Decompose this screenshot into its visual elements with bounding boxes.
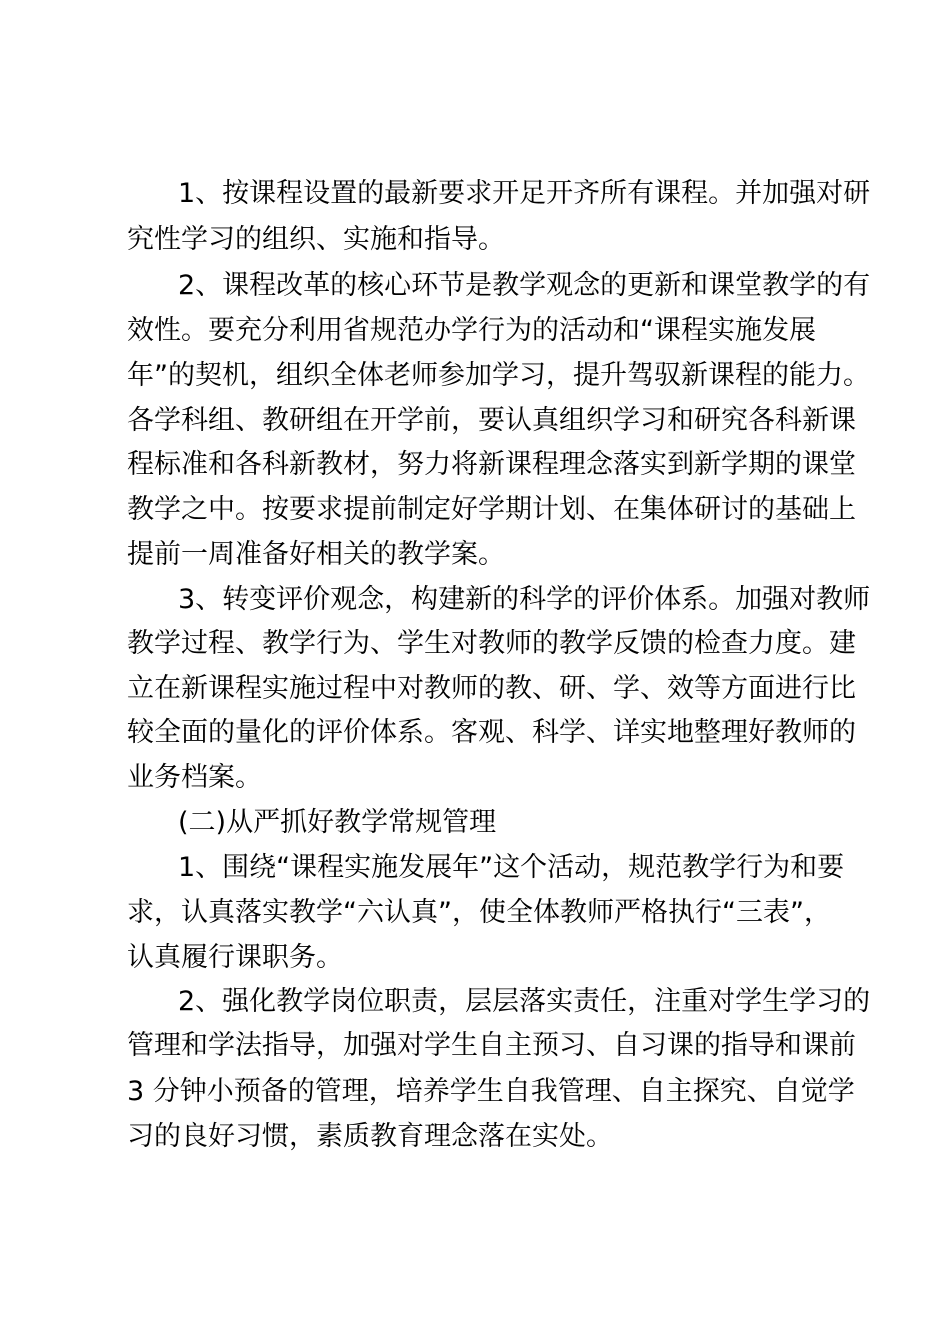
section-heading: (二)从严抓好教学常规管理 <box>178 807 497 838</box>
text-line: 立在新课程实施过程中对教师的教、研、学、效等方面进行比 <box>127 673 856 704</box>
text-line: 1、围绕“课程实施发展年”这个活动，规范教学行为和要 <box>178 852 845 883</box>
text-line: 管理和学法指导，加强对学生自主预习、自习课的指导和课前 <box>127 1030 856 1061</box>
text-line: 各学科组、教研组在开学前，要认真组织学习和研究各科新课 <box>127 405 856 436</box>
text-line: 1、按课程设置的最新要求开足开齐所有课程。并加强对研 <box>178 178 871 209</box>
text-line: 业务档案。 <box>127 762 262 793</box>
text-line: 教学之中。按要求提前制定好学期计划、在集体研讨的基础上 <box>127 494 856 525</box>
text-line: 3 分钟小预备的管理，培养学生自我管理、自主探究、自觉学 <box>127 1076 855 1107</box>
text-line: 教学过程、教学行为、学生对教师的教学反馈的检查力度。建 <box>127 628 856 659</box>
text-line: 习的良好习惯，素质教育理念落在实处。 <box>127 1121 613 1152</box>
text-line: 2、强化教学岗位职责，层层落实责任，注重对学生学习的 <box>178 986 871 1017</box>
text-line: 求，认真落实教学“六认真”，使全体教师严格执行“三表”， <box>127 897 831 928</box>
text-line: 较全面的量化的评价体系。客观、科学、详实地整理好教师的 <box>127 717 856 748</box>
text-line: 年”的契机，组织全体老师参加学习，提升驾驭新课程的能力。 <box>127 360 870 391</box>
text-line: 程标准和各科新教材，努力将新课程理念落实到新学期的课堂 <box>127 449 856 480</box>
text-line: 认真履行课职务。 <box>127 942 343 973</box>
text-line: 提前一周准备好相关的教学案。 <box>127 539 505 570</box>
text-line: 2、课程改革的核心环节是教学观念的更新和课堂教学的有 <box>178 270 871 301</box>
text-line: 效性。要充分利用省规范办学行为的活动和“课程实施发展 <box>127 315 816 346</box>
text-line: 3、转变评价观念，构建新的科学的评价体系。加强对教师 <box>178 584 871 615</box>
text-line: 究性学习的组织、实施和指导。 <box>127 224 505 255</box>
